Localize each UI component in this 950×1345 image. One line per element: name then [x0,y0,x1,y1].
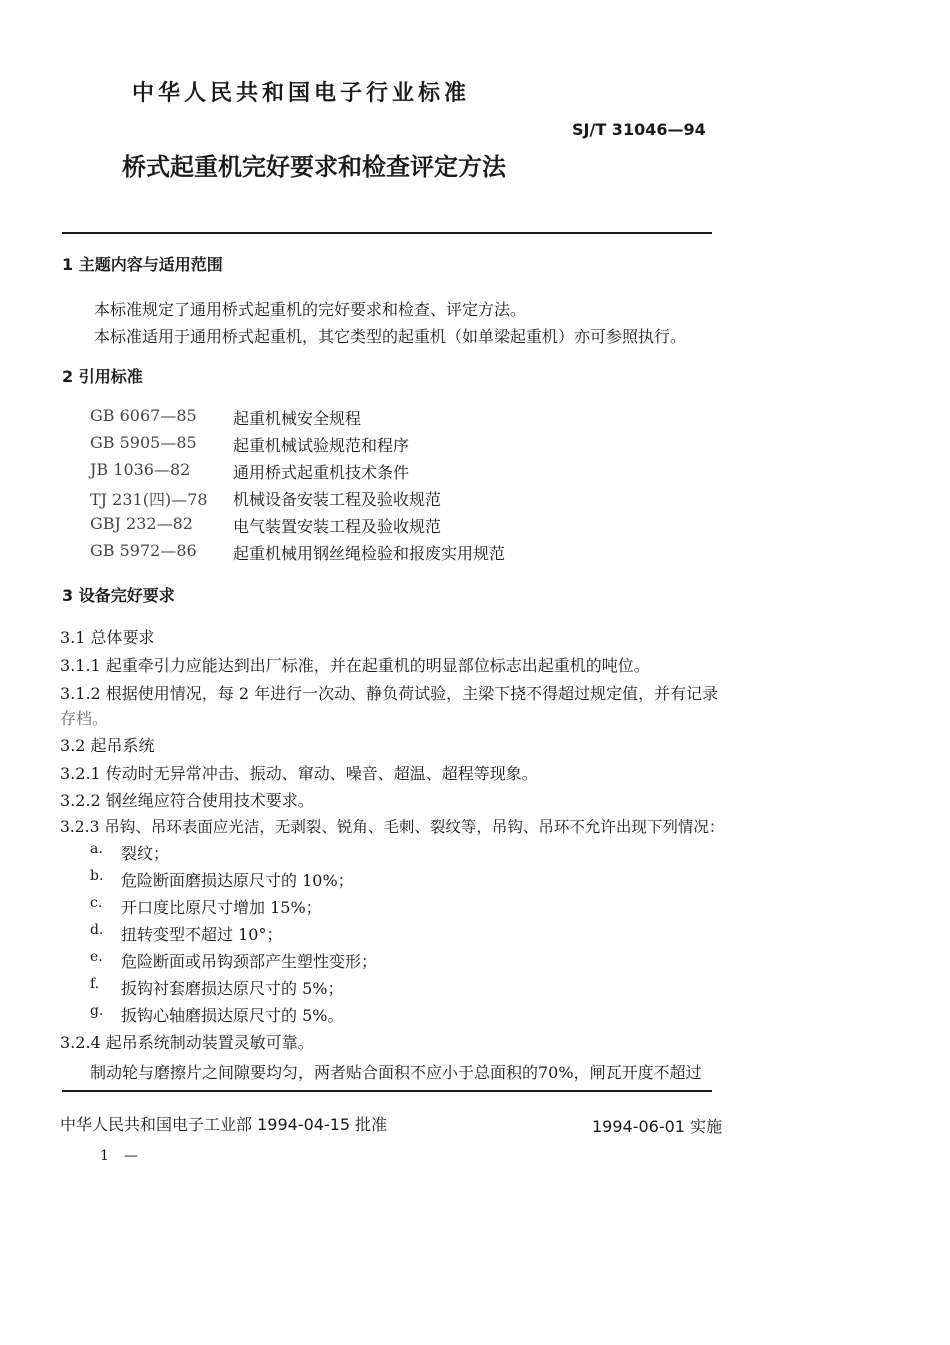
ref-code: GB 5972—86 [90,541,197,560]
page-number: 1 [100,1148,109,1164]
clause-3-2-3: 3.2.3 吊钩、吊环表面应光洁，无剥裂、锐角、毛刺、裂纹等，吊钩、吊环不允许出现下列情况： [60,818,725,836]
list-item-label: a. [90,841,103,857]
section-2-heading: 2 引用标准 [62,367,143,386]
clause-3-1: 3.1 总体要求 [60,628,155,647]
clause-3-2-4: 3.2.4 起吊系统制动装置灵敏可靠。 [60,1033,314,1052]
footer-rule [62,1090,712,1092]
list-item-label: f. [90,976,100,992]
ref-code: TJ 231(四)—78 [90,490,208,509]
ref-name: 机械设备安装工程及验收规范 [233,490,442,509]
clause-3-2-1: 3.2.1 传动时无异常冲击、振动、窜动、噪音、超温、超程等现象。 [60,764,538,783]
section-1-heading: 1 主题内容与适用范围 [62,255,223,274]
section-1-paragraph-2: 本标准适用于通用桥式起重机，其它类型的起重机（如单梁起重机）亦可参照执行。 [94,327,687,346]
ref-code: GBJ 232—82 [90,514,193,533]
clause-3-1-2-cont: 存档。 [60,709,109,728]
ref-code: JB 1036—82 [90,460,191,479]
approval-note: 中华人民共和国电子工业部 1994-04-15 批准 [60,1115,388,1134]
list-item: 扭转变型不超过 10°； [121,925,283,944]
section-1-paragraph-1: 本标准规定了通用桥式起重机的完好要求和检查、评定方法。 [94,300,527,319]
org-standard-title: 中华人民共和国电子行业标准 [132,81,471,106]
section-3-heading: 3 设备完好要求 [62,586,175,605]
ref-name: 起重机械安全规程 [233,409,362,428]
list-item-label: d. [90,922,104,938]
ref-code: GB 5905—85 [90,433,197,452]
list-item-label: g. [90,1003,104,1019]
header-rule [62,232,712,234]
clause-3-2: 3.2 起吊系统 [60,736,155,755]
list-item: 开口度比原尺寸增加 15%； [121,898,322,917]
list-item-label: e. [90,949,103,965]
list-item: 裂纹； [121,844,170,863]
ref-name: 通用桥式起重机技术条件 [233,463,410,482]
clause-3-1-2: 3.1.2 根据使用情况，每 2 年进行一次动、静负荷试验，主梁下挠不得超过规定值，并有记录 [60,684,719,703]
ref-name: 起重机械用钢丝绳检验和报废实用规范 [233,544,506,563]
standard-number: SJ/T 31046—94 [572,120,706,139]
document-title: 桥式起重机完好要求和检查评定方法 [122,153,506,181]
list-item: 危险断面或吊钩颈部产生塑性变形； [121,952,378,971]
ref-code: GB 6067—85 [90,406,197,425]
clause-3-2-4-paragraph: 制动轮与磨擦片之间隙要均匀，两者贴合面积不应小于总面积的70%，闸瓦开度不超过 [90,1063,702,1082]
clause-3-2-2: 3.2.2 钢丝绳应符合使用技术要求。 [60,791,314,810]
ref-name: 电气装置安装工程及验收规范 [233,517,442,536]
list-item-label: b. [90,868,104,884]
page-number-dash: — [124,1148,138,1164]
list-item: 危险断面磨损达原尺寸的 10%； [121,871,354,890]
ref-name: 起重机械试验规范和程序 [233,436,410,455]
list-item: 扳钩衬套磨损达原尺寸的 5%； [121,979,344,998]
list-item-label: c. [90,895,103,911]
list-item: 扳钩心轴磨损达原尺寸的 5%。 [121,1006,344,1025]
clause-3-1-1: 3.1.1 起重牵引力应能达到出厂标准，并在起重机的明显部位标志出起重机的吨位。 [60,656,650,675]
effective-date: 1994-06-01 实施 [592,1117,723,1136]
